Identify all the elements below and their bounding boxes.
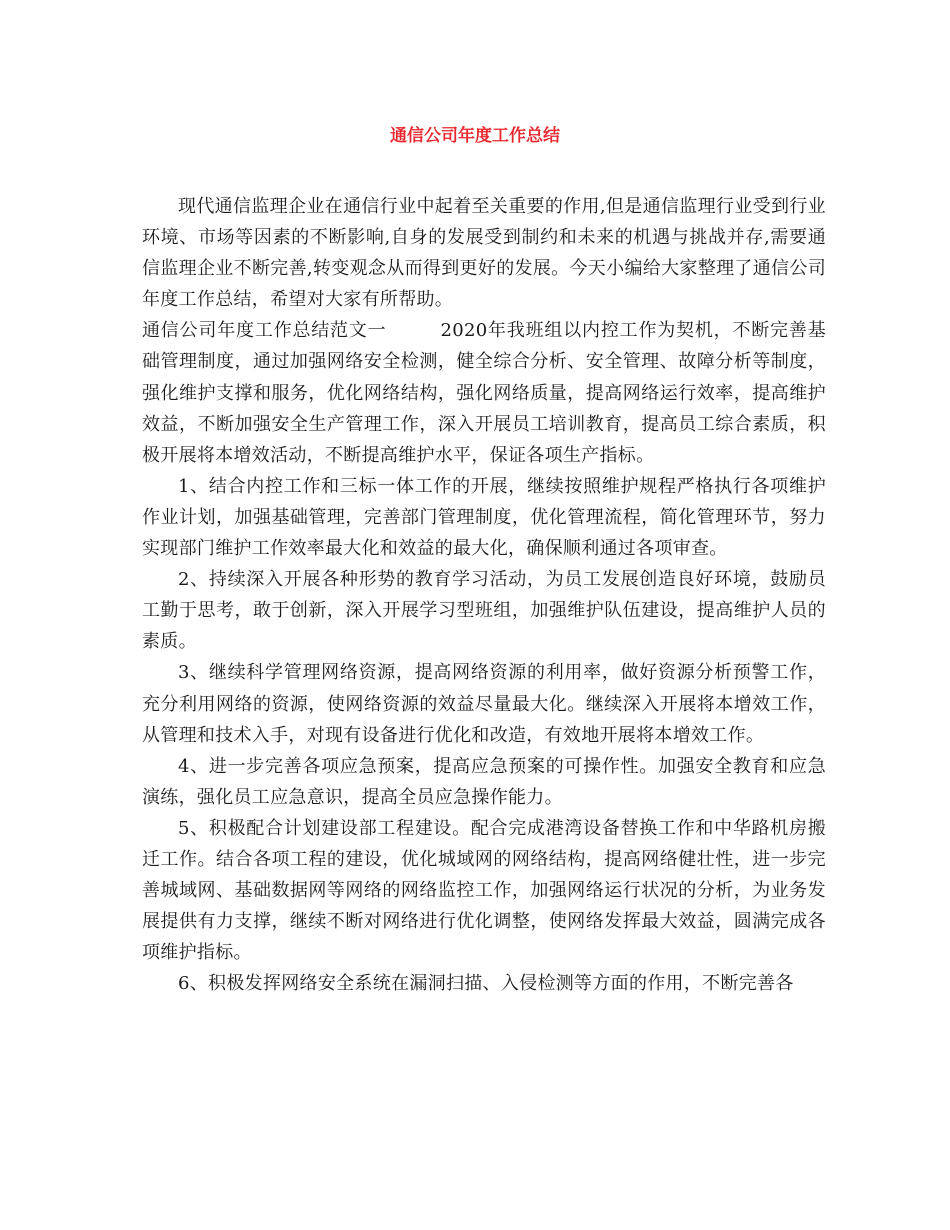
- section-label: 通信公司年度工作总结范文一: [142, 320, 387, 342]
- section-text: 2020年我班组以内控工作为契机，不断完善基础管理制度，通过加强网络安全检测，健全综合分析、安全管理、故障分析等制度，强化维护支撑和服务，优化网络结构，强化网络质量，提高网络运行效率，提高维护效益，不断加强安全生产管理工作，深入开展员工培训教育，提高员工综合素质，积极开展将本增效活动，不断提高维护水平，保证各项生产指标。: [142, 320, 826, 466]
- section-paragraph: [142, 315, 826, 470]
- list-item: 2、持续深入开展各种形势的教育学习活动，为员工发展创造良好环境，鼓励员工勤于思考，敢于创新，深入开展学习型班组，加强维护队伍建设，提高维护人员的素质。: [142, 569, 826, 653]
- list-item: 5、积极配合计划建设部工程建设。配合完成港湾设备替换工作和中华路机房搬迁工作。结合各项工程的建设，优化城域网的网络结构，提高网络健壮性，进一步完善城域网、基础数据网等网络的网络监控工作，加强网络运行状况的分析，为业务发展提供有力支撑，继续不断对网络进行优化调整，使网络发挥最大效益，圆满完成各项维护指标。: [142, 817, 826, 964]
- document-title: 通信公司年度工作总结: [390, 126, 560, 146]
- intro-paragraph: 现代通信监理企业在通信行业中起着至关重要的作用,但是通信监理行业受到行业环境、市场等因素的不断影响,自身的发展受到制约和未来的机遇与挑战并存,需要通信监理企业不断完善,转变观念从而得到更好的发展。今天小编给大家整理了通信公司年度工作总结，希望对大家有所帮助。: [142, 196, 826, 311]
- list-item: 3、继续科学管理网络资源，提高网络资源的利用率，做好资源分析预警工作，充分利用网络的资源，使网络资源的效益尽量最大化。继续深入开展将本增效工作，从管理和技术入手，对现有设备进行优化和改造，有效地开展将本增效工作。: [142, 662, 826, 746]
- list-item: 4、进一步完善各项应急预案，提高应急预案的可操作性。加强安全教育和应急演练，强化员工应急意识，提高全员应急操作能力。: [142, 755, 826, 808]
- list-item: 6、积极发挥网络安全系统在漏洞扫描、入侵检测等方面的作用，不断完善各: [178, 973, 794, 995]
- list-item: 1、结合内控工作和三标一体工作的开展，继续按照维护规程严格执行各项维护作业计划，加强基础管理，完善部门管理制度，优化管理流程，简化管理环节，努力实现部门维护工作效率最大化和效益的最大化，确保顺利通过各项审查。: [142, 475, 826, 560]
- document-body: [142, 191, 826, 999]
